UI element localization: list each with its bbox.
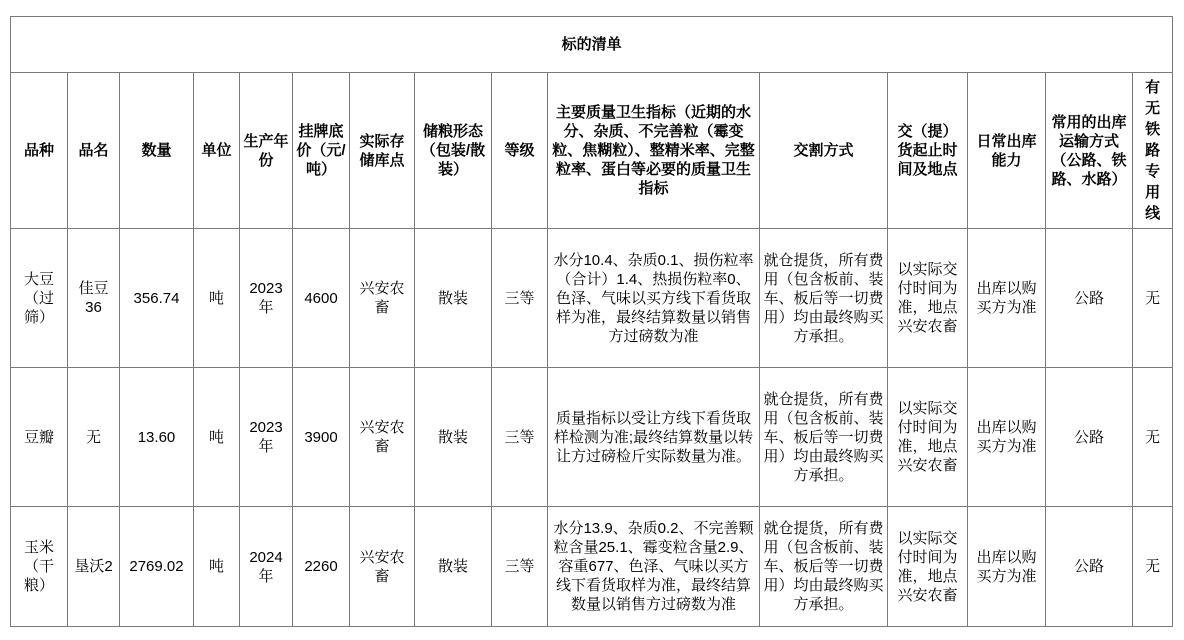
header-cell: [1133, 73, 1173, 229]
table-cell: 公路: [1046, 507, 1133, 627]
table-cell: 垦沃2: [68, 507, 120, 627]
header-cell: 数量: [120, 73, 194, 229]
table-row: [11, 507, 1173, 627]
table-cell: 大豆（过筛）: [11, 229, 68, 368]
table-cell: 三等: [492, 229, 548, 368]
table-cell: 兴安农畜: [350, 368, 415, 507]
table-cell: 13.60: [120, 368, 194, 507]
table-cell: 2260: [293, 507, 350, 627]
table-cell: 兴安农畜: [350, 507, 415, 627]
table-cell: 吨: [194, 507, 240, 627]
table-cell: 无: [1133, 507, 1173, 627]
table-cell: 356.74: [120, 229, 194, 368]
header-cell: 日常出库能力: [968, 73, 1046, 229]
header-cell: 交（提）货起止时间及地点: [888, 73, 968, 229]
table-cell: 公路: [1046, 368, 1133, 507]
table-cell: 出库以购买方为准: [968, 368, 1046, 507]
table-cell: 兴安农畜: [350, 229, 415, 368]
table-cell: 就仓提货，所有费用（包含板前、装车、板后等一切费用）均由最终购买方承担。: [760, 507, 888, 627]
page-title: 标的清单: [11, 17, 1173, 73]
table-cell: 出库以购买方为准: [968, 507, 1046, 627]
header-cell: 交割方式: [760, 73, 888, 229]
table-cell: 三等: [492, 507, 548, 627]
table-cell: 2023年: [240, 229, 293, 368]
table-cell: 三等: [492, 368, 548, 507]
table-cell: 以实际交付时间为准，地点兴安农畜: [888, 368, 968, 507]
table-row: [11, 368, 1173, 507]
table-cell: 散装: [415, 507, 492, 627]
table-cell: 2769.02: [120, 507, 194, 627]
header-cell: 挂牌底价（元/吨）: [293, 73, 350, 229]
table-cell: 散装: [415, 368, 492, 507]
table-cell: 以实际交付时间为准，地点兴安农畜: [888, 229, 968, 368]
table-cell: 水分10.4、杂质0.1、损伤粒率（合计）1.4、热损伤粒率0、色泽、气味以买方线下看货取样为准，最终结算数量以销售方过磅数为准: [548, 229, 760, 368]
header-cell: 生产年份: [240, 73, 293, 229]
subject-list-table: [10, 16, 1173, 627]
table-cell: 2024年: [240, 507, 293, 627]
table-cell: 公路: [1046, 229, 1133, 368]
header-cell: 等级: [492, 73, 548, 229]
table-cell: 佳豆36: [68, 229, 120, 368]
header-cell: 品种: [11, 73, 68, 229]
table-cell: 玉米（干粮）: [11, 507, 68, 627]
table-cell: 4600: [293, 229, 350, 368]
table-cell: 吨: [194, 368, 240, 507]
table-cell: 无: [1133, 368, 1173, 507]
table-cell: 质量指标以受让方线下看货取样检测为准;最终结算数量以转让方过磅检斤实际数量为准。: [548, 368, 760, 507]
table-cell: 豆瓣: [11, 368, 68, 507]
header-cell: 品名: [68, 73, 120, 229]
title-row: [11, 17, 1173, 73]
table-cell: 就仓提货，所有费用（包含板前、装车、板后等一切费用）均由最终购买方承担。: [760, 229, 888, 368]
header-cell: 常用的出库运输方式（公路、铁路、水路）: [1046, 73, 1133, 229]
table-cell: 3900: [293, 368, 350, 507]
table-cell: 以实际交付时间为准，地点兴安农畜: [888, 507, 968, 627]
table-cell: 吨: [194, 229, 240, 368]
header-cell: 主要质量卫生指标（近期的水分、杂质、不完善粒（霉变粒、焦糊粒）、整精米率、完整粒率、蛋白等必要的质量卫生指标: [548, 73, 760, 229]
header-cell: 单位: [194, 73, 240, 229]
table-cell: 2023年: [240, 368, 293, 507]
header-cell-label: 有无铁路专用线: [1145, 79, 1161, 222]
table-cell: 水分13.9、杂质0.2、不完善颗粒含量25.1、霉变粒含量2.9、容重677、色泽、气味以买方线下看货取样为准，最终结算数量以销售方过磅数为准: [548, 507, 760, 627]
table-cell: 无: [1133, 229, 1173, 368]
header-cell: 储粮形态（包装/散装）: [415, 73, 492, 229]
table-body: [11, 229, 1173, 627]
table-cell: 散装: [415, 229, 492, 368]
table-row: [11, 229, 1173, 368]
header-cell: 实际存储库点: [350, 73, 415, 229]
table-cell: 就仓提货，所有费用（包含板前、装车、板后等一切费用）均由最终购买方承担。: [760, 368, 888, 507]
header-row: [11, 73, 1173, 229]
table-cell: 无: [68, 368, 120, 507]
table-cell: 出库以购买方为准: [968, 229, 1046, 368]
